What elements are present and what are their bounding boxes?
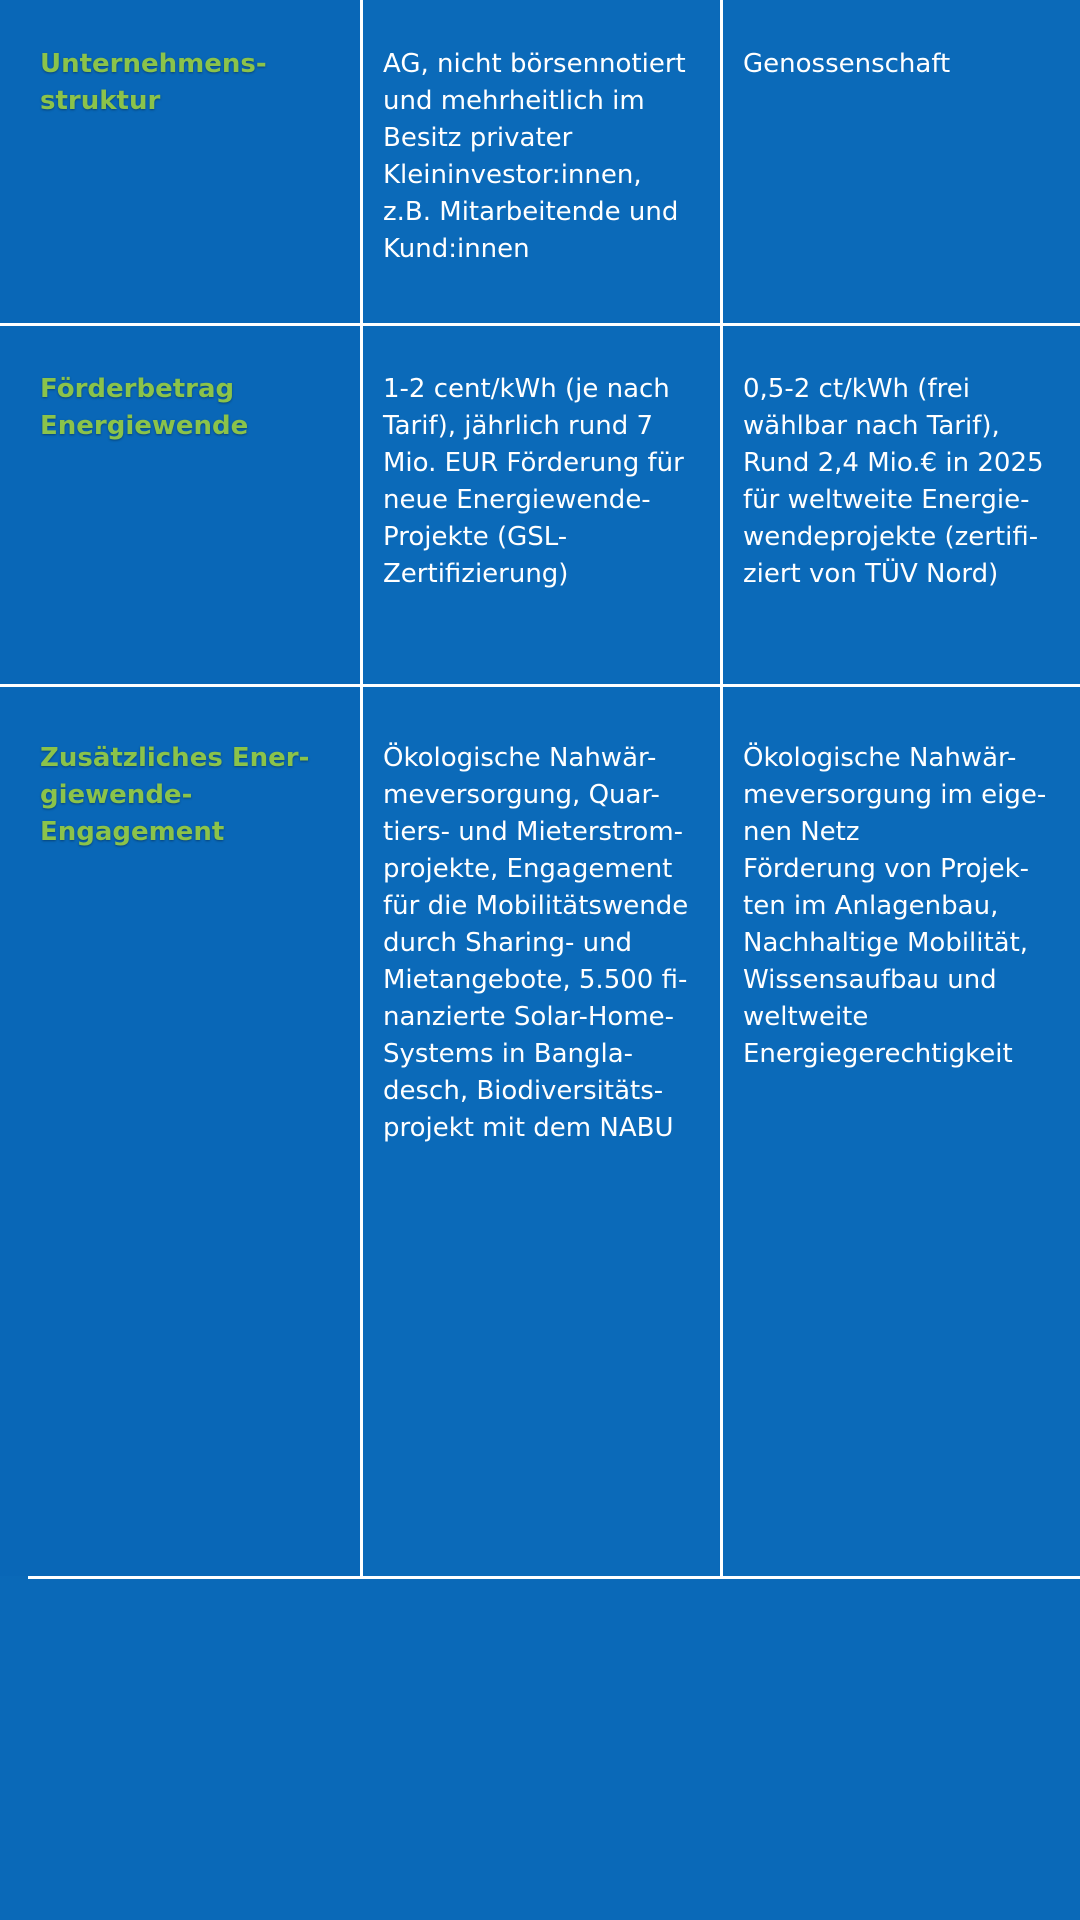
row-label: Unternehmens- struktur bbox=[40, 49, 267, 116]
row-label-cell bbox=[0, 688, 361, 1576]
column-2-text: 1-2 cent/kWh (je nach Tarif), jährlich rund 7 Mio. EUR Förderung für neue Energiewende- Projekte (GSL- Zertifizierung) bbox=[383, 374, 684, 589]
grid-line-horizontal-3 bbox=[28, 1576, 1080, 1579]
grid-line-horizontal-2 bbox=[0, 684, 1080, 687]
column-2-cell bbox=[363, 325, 719, 684]
row-label-cell bbox=[0, 325, 361, 684]
row-label: Förderbetrag Energiewende bbox=[40, 374, 249, 441]
column-3-cell bbox=[723, 325, 1080, 684]
table-row-unternehmensstruktur bbox=[0, 0, 1080, 323]
row-label: Zusätzliches Ener- giewende- Engagement bbox=[40, 743, 310, 847]
grid-line-vertical-1 bbox=[360, 0, 363, 1579]
column-3-text: 0,5-2 ct/kWh (frei wählbar nach Tarif), Rund 2,4 Mio.€ in 2025 für weltweite Energie- wendeprojekte (zertifi- ziert von TÜV Nord) bbox=[743, 374, 1044, 589]
grid-line-horizontal-1 bbox=[0, 323, 1080, 326]
row-label-cell bbox=[0, 0, 361, 323]
column-3-cell bbox=[723, 0, 1080, 323]
column-2-text: AG, nicht börsennotiert und mehrheitlich im Besitz privater Kleininvestor:innen, z.B. Mitarbeitende und Kund:innen bbox=[383, 49, 686, 264]
column-2-cell bbox=[363, 688, 719, 1576]
table-row-foerderbetrag bbox=[0, 325, 1080, 684]
column-3-cell bbox=[723, 688, 1080, 1576]
column-3-text: Genossenschaft bbox=[743, 49, 951, 79]
column-2-cell bbox=[363, 0, 719, 323]
table-row-zusaetzliches-engagement bbox=[0, 688, 1080, 1576]
column-2-text: Ökologische Nahwär- meversorgung, Quar- tiers- und Mieterstrom- projekte, Engagement für die Mobilitätswende durch Sharing- und Mietangebote, 5.500 fi- nanzierte Solar-Home- Systems in Bangla- desch, Biodiversitäts- projekt mit dem NABU bbox=[383, 743, 689, 1143]
column-3-text: Ökologische Nahwär- meversorgung im eige- nen Netz Förderung von Projek- ten im Anlagenbau, Nachhaltige Mobilität, Wissensaufbau und weltweite Energiegerechtigkeit bbox=[743, 743, 1047, 1069]
grid-line-vertical-2 bbox=[720, 0, 723, 1579]
